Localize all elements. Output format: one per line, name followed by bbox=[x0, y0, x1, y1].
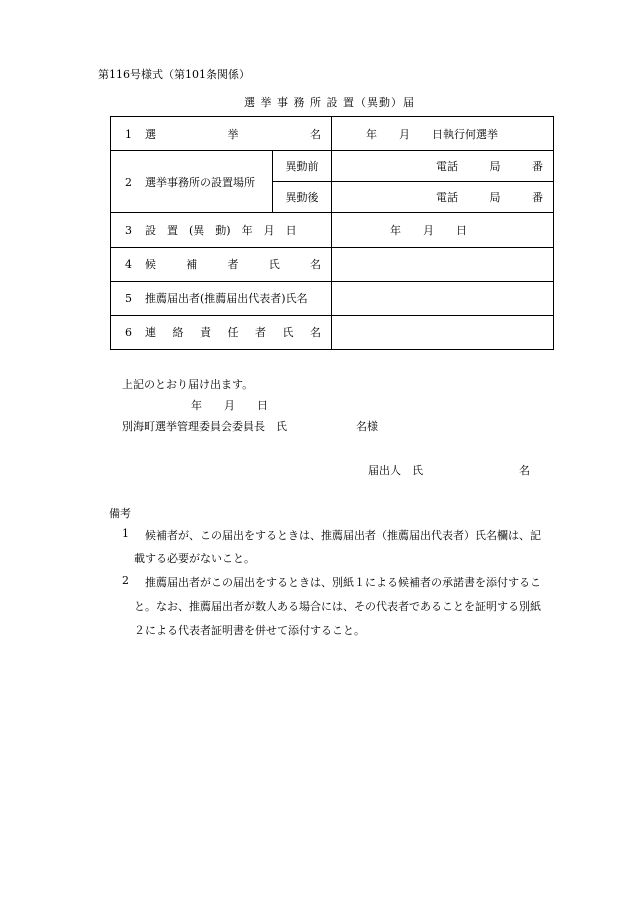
row-recommender-name bbox=[111, 281, 554, 315]
note-2-line-3: ２による代表者証明書を併せて添付すること。 bbox=[134, 624, 365, 637]
value-contact-person[interactable] bbox=[332, 315, 554, 349]
label-office-location: 2 選挙事務所の設置場所 bbox=[111, 151, 273, 213]
label-after-change: 異動後 bbox=[273, 182, 332, 213]
applicant-label: 届出人 氏 bbox=[368, 464, 423, 477]
date-line: 年 月 日 bbox=[191, 399, 268, 412]
addressee-suffix: 名様 bbox=[356, 420, 378, 433]
note-2-line-1: 推薦届出者がこの届出をするときは、別紙１による候補者の承諾書を添付するこ bbox=[145, 576, 541, 589]
note-1-line-2: 載する必要がないこと。 bbox=[134, 552, 255, 565]
value-candidate-name[interactable] bbox=[332, 247, 554, 281]
statement: 上記のとおり届け出ます。 bbox=[122, 378, 254, 391]
applicant-suffix: 名 bbox=[519, 464, 530, 477]
notes-heading: 備考 bbox=[109, 507, 131, 520]
row-election-name bbox=[111, 117, 554, 151]
form-title: 選 挙 事 務 所 設 置（異動）届 bbox=[244, 96, 415, 109]
value-location-before[interactable]: 電話 局 番 bbox=[332, 151, 554, 182]
label-election-name: 1 選 挙 名 bbox=[111, 117, 332, 151]
row-office-location-before bbox=[111, 151, 554, 182]
label-before-change: 異動前 bbox=[273, 151, 332, 182]
value-election-name[interactable]: 年 月 日執行何選挙 bbox=[332, 117, 554, 151]
label-setup-date: 3 設 置 (異 動) 年 月 日 bbox=[111, 213, 332, 247]
form-number: 第116号様式（第101条関係） bbox=[98, 68, 250, 81]
addressee: 別海町選挙管理委員会委員長 氏 bbox=[122, 420, 287, 433]
note-1-number: 1 bbox=[122, 527, 129, 540]
label-contact-person: 6 連 絡 責 任 者 氏 名 bbox=[111, 315, 332, 349]
value-location-after[interactable]: 電話 局 番 bbox=[332, 182, 554, 213]
form-table bbox=[110, 116, 554, 350]
note-1-line-1: 候補者が、この届出をするときは、推薦届出者（推薦届出代表者）氏名欄は、記 bbox=[145, 529, 541, 542]
value-setup-date[interactable]: 年 月 日 bbox=[332, 213, 554, 247]
label-candidate-name: 4 候 補 者 氏 名 bbox=[111, 247, 332, 281]
row-setup-date bbox=[111, 213, 554, 247]
row-contact-person bbox=[111, 315, 554, 349]
note-2-line-2: と。なお、推薦届出者が数人ある場合には、その代表者であることを証明する別紙 bbox=[134, 600, 541, 613]
row-candidate-name bbox=[111, 247, 554, 281]
label-recommender-name: 5 推薦届出者(推薦届出代表者)氏名 bbox=[111, 281, 332, 315]
note-2-number: 2 bbox=[122, 574, 129, 587]
value-recommender-name[interactable] bbox=[332, 281, 554, 315]
